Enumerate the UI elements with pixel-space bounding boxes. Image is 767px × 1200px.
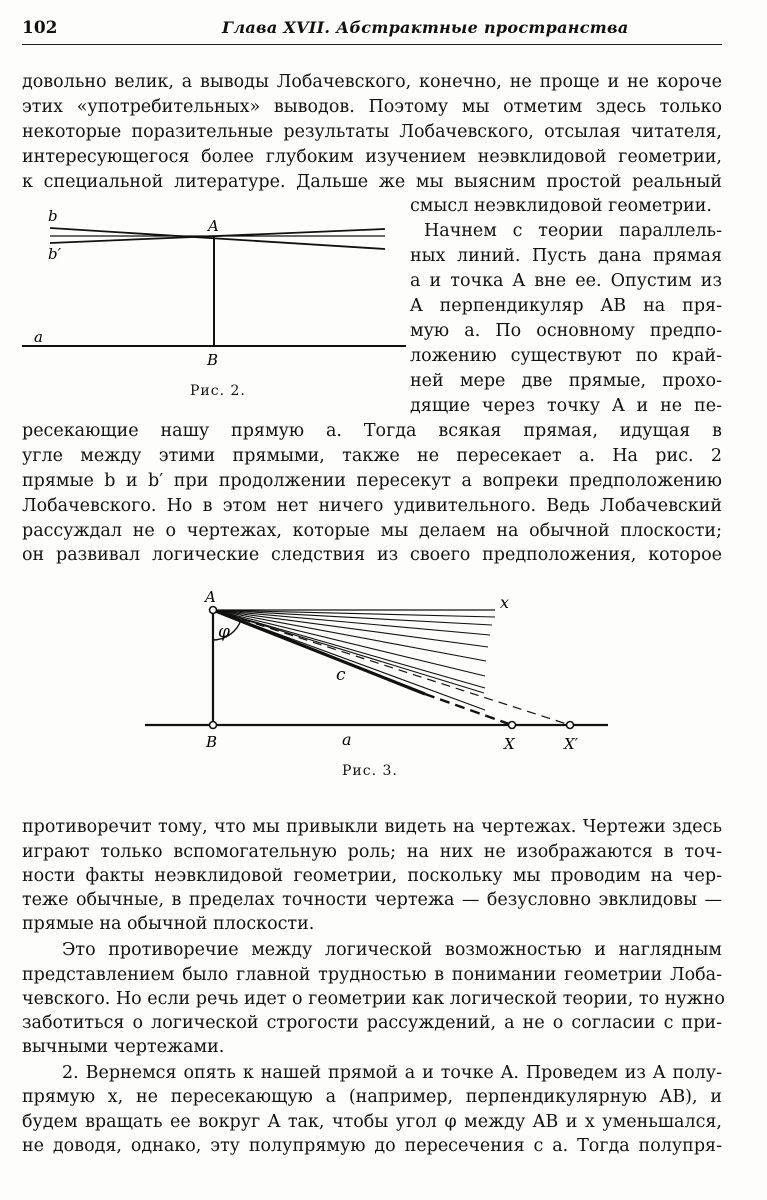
text-line: довольно велик, а выводы Лобачевского, конечно, не проще и не короче [22,72,722,92]
text-line: теже обычные, в пределах точности чертежа — безусловно эвклидовы — [22,890,722,910]
label-c: c [336,665,346,685]
running-title: Глава XVII. Абстрактные пространства [222,18,629,37]
text-line: некоторые поразительные результаты Лобачевского, отсылая читателя, [22,122,722,142]
text-line: смысл неэвклидовой геометрии. [410,196,712,216]
text-line: заботиться о логической строгости рассуждений, а не о согласии с при- [22,1013,722,1033]
text-line: прямые на обычной плоскости. [22,914,315,934]
page-header [22,14,722,44]
label-b-prime: b′ [48,245,62,263]
label-B: B [207,351,219,369]
text-line: Начнем с теории параллель- [424,221,722,241]
label-A: A [205,588,216,606]
text-line: противоречит тому, что мы привыкли видеть на чертежах. Чертежи здесь [22,817,722,837]
text-line: ресекающие нашу прямую a. Тогда всякая прямая, идущая в [22,421,722,441]
figure-2 [20,205,410,405]
label-a: a [342,730,352,749]
figure-3-caption: Рис. 3. [342,763,398,779]
text-line: играют только вспомогательную роль; на них не изображаются в точ- [22,842,722,862]
text-line: ложению существуют по край- [410,346,722,366]
text-line: ности факты неэвклидовой геометрии, поскольку мы проводим на чер- [22,866,722,886]
label-X-prime: X′ [564,735,579,753]
label-x: x [500,593,510,612]
text-line: прямую x, не пересекающую a (например, перпендикулярную AB), и [22,1087,722,1107]
text-line: A перпендикуляр AB на пря- [410,296,722,316]
text-line: 2. Вернемся опять к нашей прямой a и точке A. Проведем из A полу- [62,1063,722,1083]
point-X [509,722,516,729]
figure-3 [140,582,620,762]
label-a: a [34,328,43,346]
line-c [213,610,425,694]
text-line: ных линий. Пусть дана прямая [410,246,722,266]
label-b: b [48,207,58,225]
label-B: B [206,733,218,751]
label-phi: φ [218,622,230,642]
page-number: 102 [22,18,58,38]
label-A: A [208,217,219,235]
text-line: дящие через точку A и не пе- [410,396,722,416]
point-X-prime [567,722,574,729]
ray-to-X-prime [213,610,570,725]
header-rule [22,44,722,45]
line-c-dashed [425,694,512,725]
text-line: интересующегося более глубоким изучением неэвклидовой геометрии, [22,147,722,167]
text-line: прямые b и b′ при продолжении пересекут a вопреки предположению [22,471,722,491]
text-line: этих «употребительных» выводов. Поэтому мы отметим здесь только [22,97,722,117]
text-line: не доводя, однако, эту полупрямую до пересечения с a. Тогда полупря- [22,1136,722,1156]
text-line: к специальной литературе. Дальше же мы выясним простой реальный [22,172,722,192]
text-line: чевского. Но если речь идет о геометрии как логической теории, то нужно [22,989,725,1009]
text-line: вычными чертежами. [22,1037,225,1057]
label-X: X [504,735,515,753]
point-B [210,722,217,729]
figure-2-caption: Рис. 2. [190,383,246,399]
text-line: мую a. По основному предпо- [410,321,722,341]
text-line: Это противоречие между логической возможностью и наглядным [62,940,722,960]
text-line: ней мере две прямые, прохо- [410,371,722,391]
text-line: представлением было главной трудностью в понимании геометрии Лоба- [22,965,722,985]
point-A [210,607,217,614]
text-line: угле между этими прямыми, также не пересекает a. На рис. 2 [22,446,722,466]
text-line: он развивал логические следствия из своего предположения, которое [22,545,722,565]
text-line: Лобачевского. Но в этом нет ничего удивительного. Ведь Лобачевский [22,496,722,516]
text-line: a и точка A вне ее. Опустим из [410,271,722,291]
text-line: рассуждал не о чертежах, которые мы делаем на обычной плоскости; [22,521,722,541]
text-line: будем вращать ее вокруг A так, чтобы угол φ между AB и x уменьшался, [22,1112,722,1132]
ray-fan [213,610,495,710]
